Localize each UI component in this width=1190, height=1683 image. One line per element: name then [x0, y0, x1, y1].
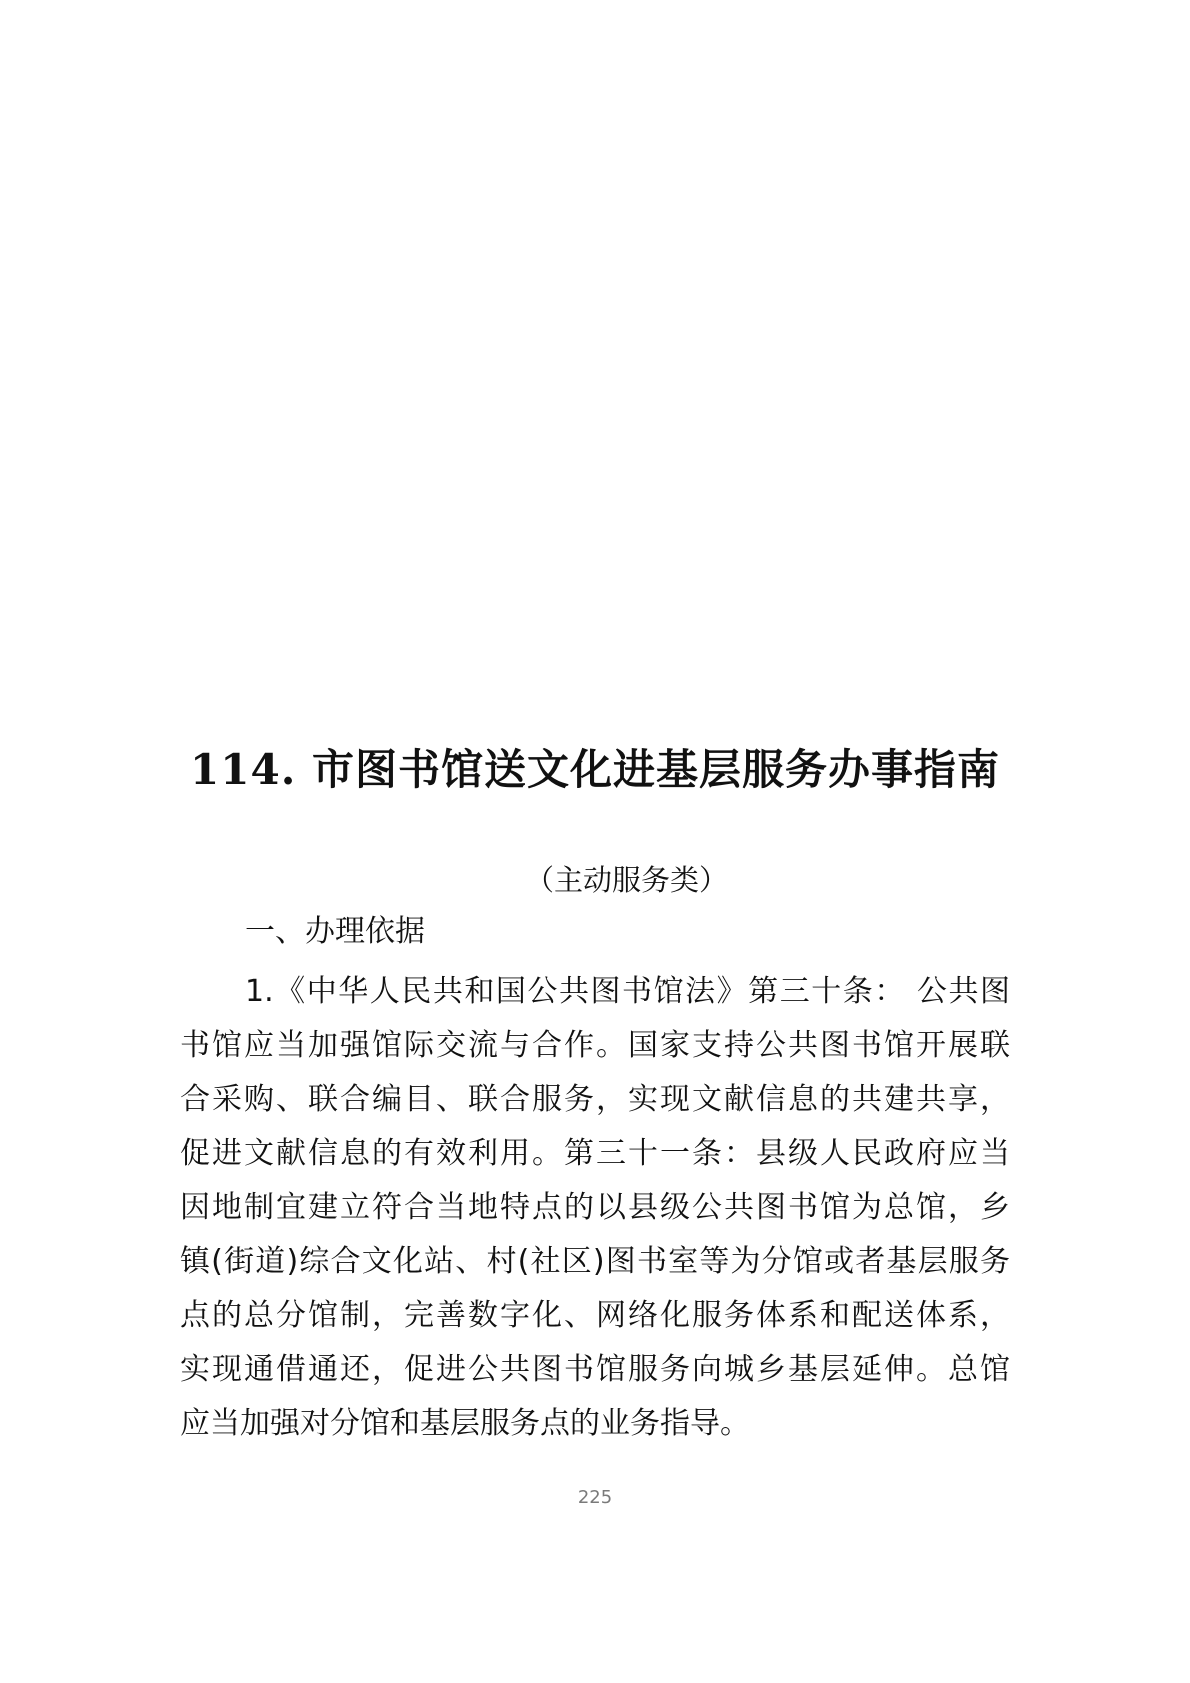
body-line: 促进文献信息的有效利用。第三十一条：县级人民政府应当: [180, 1136, 1010, 1171]
page-number: 225: [577, 1487, 613, 1508]
page-title: 114. 市图书馆送文化进基层服务办事指南: [190, 745, 1000, 794]
body-paragraph: [180, 965, 1010, 1451]
body-line: 应当加强对分馆和基层服务点的业务指导。: [180, 1406, 750, 1441]
body-line: 实现通借通还，促进公共图书馆服务向城乡基层延伸。总馆: [180, 1352, 1010, 1387]
body-line: 镇(街道)综合文化站、村(社区)图书室等为分馆或者基层服务: [180, 1244, 1010, 1279]
section-heading: 一、办理依据: [245, 914, 425, 949]
body-line: 点的总分馆制，完善数字化、网络化服务体系和配送体系，: [180, 1298, 1010, 1333]
body-line: 因地制宜建立符合当地特点的以县级公共图书馆为总馆，乡: [180, 1190, 1010, 1225]
body-line: 合采购、联合编目、联合服务，实现文献信息的共建共享，: [180, 1082, 1010, 1117]
body-line: 1.《中华人民共和国公共图书馆法》第三十条： 公共图: [245, 974, 1010, 1009]
body-line: 书馆应当加强馆际交流与合作。国家支持公共图书馆开展联: [180, 1028, 1010, 1063]
document-subtitle: （主动服务类）: [525, 863, 729, 897]
